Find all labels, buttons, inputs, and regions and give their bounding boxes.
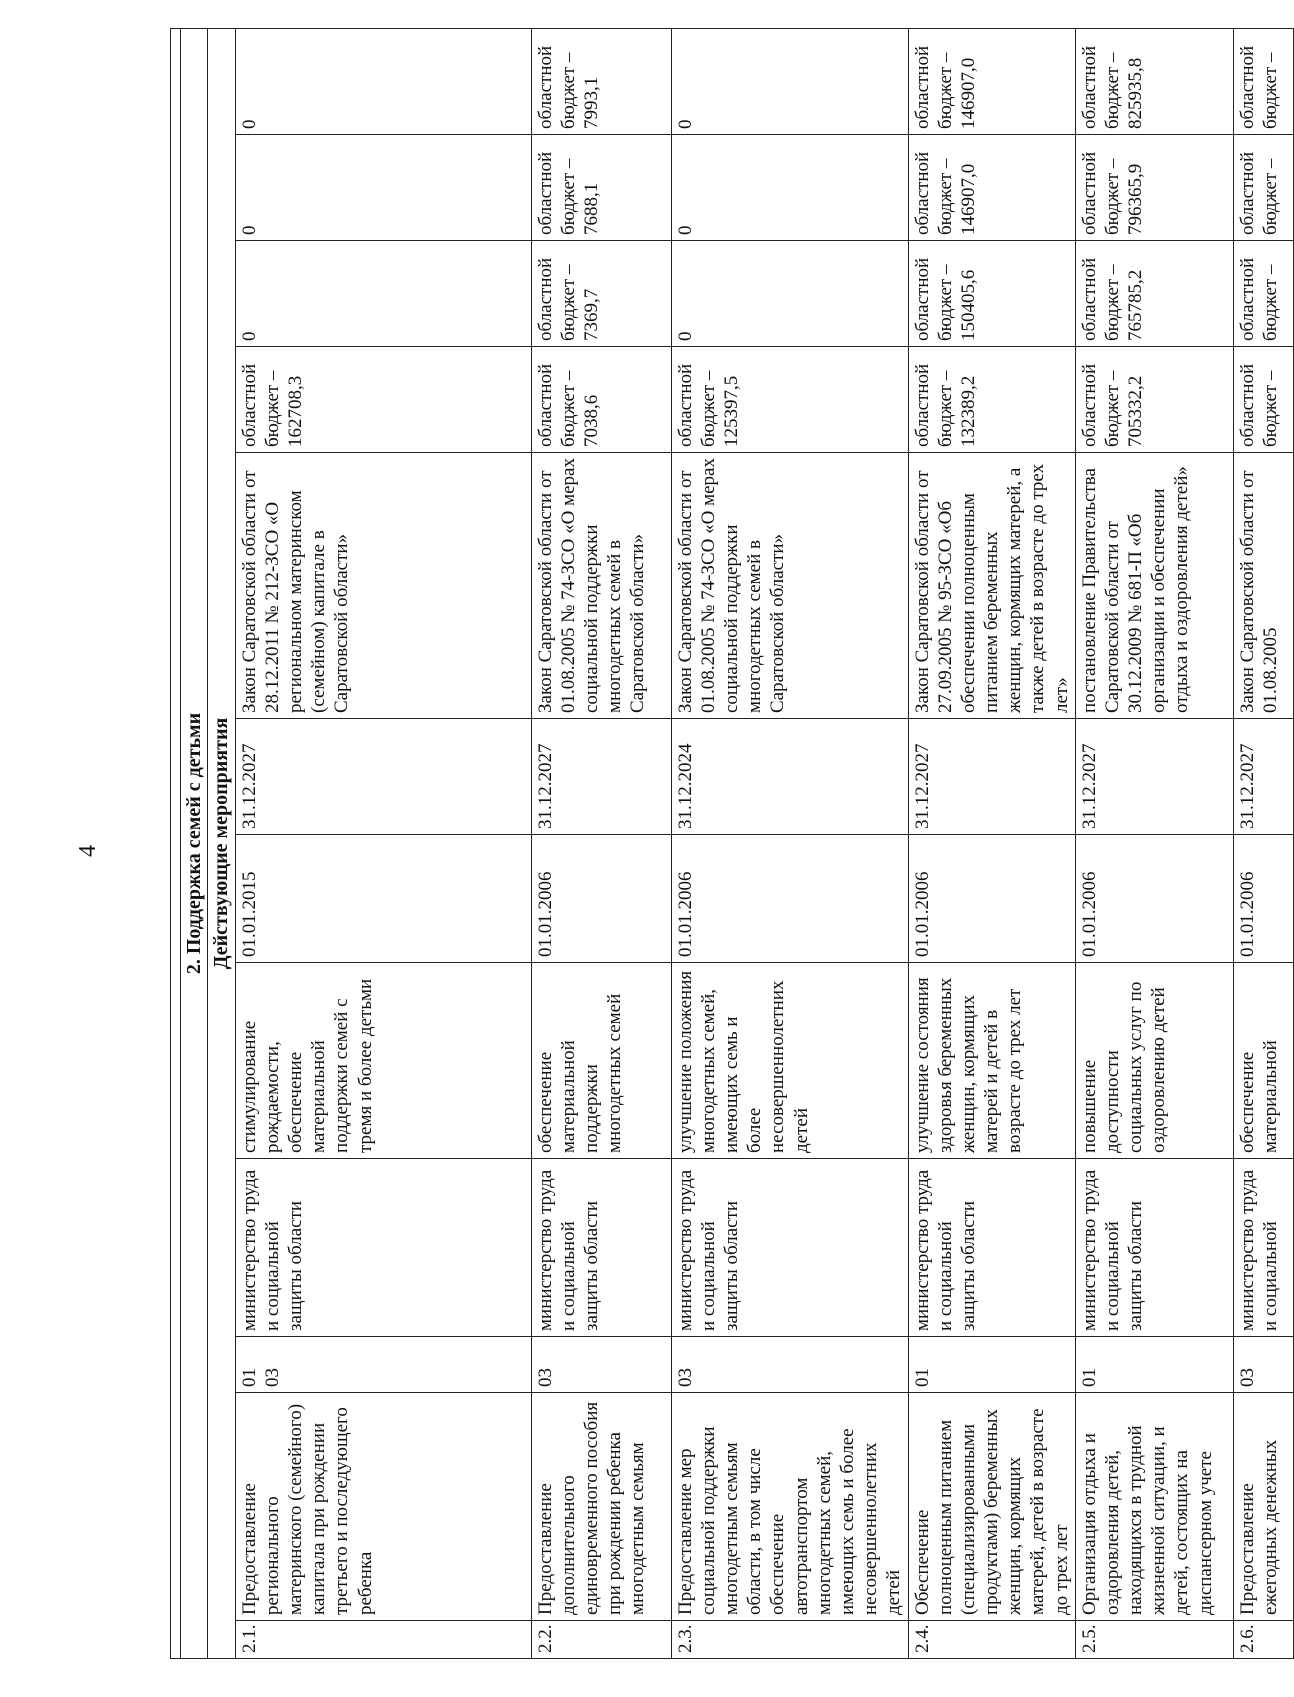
- section-title: 2. Поддержка семей с детьми: [181, 28, 208, 1658]
- end-date: 31.12.2024: [671, 719, 908, 835]
- funding-year-1: областной бюджет – 162708,3: [235, 347, 531, 453]
- row-number: 2.3.: [671, 1621, 908, 1659]
- funding-year-1: областной бюджет – 705332,2: [1075, 347, 1233, 453]
- start-date: 01.01.2015: [235, 835, 531, 963]
- funding-year-1: областной бюджет – 125397,5: [671, 347, 908, 453]
- table-row: [531, 28, 671, 1658]
- table-row: [1233, 28, 1293, 1658]
- executor: министерство труда и социальной: [1233, 1159, 1293, 1337]
- funding-year-3: 0: [671, 135, 908, 241]
- task-codes: 03: [531, 1337, 671, 1393]
- expected-result: улучшение положения многодетных семей, имеющих семь и более несовершеннолетних детей: [671, 963, 908, 1159]
- executor: министерство труда и социальной защиты области: [531, 1159, 671, 1337]
- measure-name: Предоставление ежегодных денежных: [1233, 1393, 1293, 1621]
- row-number: 2.4.: [908, 1621, 1075, 1659]
- row-number: 2.5.: [1075, 1621, 1233, 1659]
- legal-basis: Закон Саратовской области от 01.08.2005 № 74-ЗСО «О мерах социальной поддержки многодетных семей в Саратовской области»: [671, 453, 908, 719]
- table-row: [1075, 28, 1233, 1658]
- start-date: 01.01.2006: [531, 835, 671, 963]
- measure-name: Обеспечение полноценным питанием (специализированными продуктами) беременных женщин, кормящих матерей, детей в возрасте до трех лет: [908, 1393, 1075, 1621]
- row-number: 2.2.: [531, 1621, 671, 1659]
- task-codes: 01: [908, 1337, 1075, 1393]
- funding-year-3: 0: [235, 135, 531, 241]
- funding-year-1: областной бюджет –: [1233, 347, 1293, 453]
- start-date: 01.01.2006: [1075, 835, 1233, 963]
- executor: министерство труда и социальной защиты области: [671, 1159, 908, 1337]
- expected-result: стимулирование рождаемости, обеспечение материальной поддержки семей с тремя и более детьми: [235, 963, 531, 1159]
- table-row: [235, 28, 531, 1658]
- legal-basis: Закон Саратовской области от 27.09.2005 № 95-ЗСО «Об обеспечении полноценным питанием беременных женщин, кормящих матерей, а также детей в возрасте до трех лет»: [908, 453, 1075, 719]
- funding-year-4: областной бюджет – 146907,0: [908, 28, 1075, 134]
- funding-year-4: 0: [235, 28, 531, 134]
- table-top-strip: [171, 28, 181, 1658]
- end-date: 31.12.2027: [908, 719, 1075, 835]
- subsection-header-row: [208, 28, 235, 1658]
- row-number: 2.1.: [235, 1621, 531, 1659]
- executor: министерство труда и социальной защиты области: [235, 1159, 531, 1337]
- row-number: 2.6.: [1233, 1621, 1293, 1659]
- funding-year-4: областной бюджет – 825935,8: [1075, 28, 1233, 134]
- legal-basis: постановление Правительства Саратовской области от 30.12.2009 № 681-П «Об организации и обеспечении отдыха и оздоровления детей»: [1075, 453, 1233, 719]
- measure-name: Предоставление регионального материнского (семейного) капитала при рождении третьего и последующего ребенка: [235, 1393, 531, 1621]
- task-codes: 01: [1075, 1337, 1233, 1393]
- funding-year-2: областной бюджет – 7369,7: [531, 241, 671, 347]
- expected-result: обеспечение материальной поддержки многодетных семей: [531, 963, 671, 1159]
- table-row: [908, 28, 1075, 1658]
- task-codes: 03: [671, 1337, 908, 1393]
- funding-year-3: областной бюджет – 146907,0: [908, 135, 1075, 241]
- end-date: 31.12.2027: [1075, 719, 1233, 835]
- legal-basis: Закон Саратовской области от 28.12.2011 № 212-ЗСО «О региональном материнском (семейном) капитале в Саратовской области»: [235, 453, 531, 719]
- funding-year-1: областной бюджет – 7038,6: [531, 347, 671, 453]
- start-date: 01.01.2006: [1233, 835, 1293, 963]
- expected-result: улучшение состояния здоровья беременных женщин, кормящих матерей и детей в возрасте до трех лет: [908, 963, 1075, 1159]
- funding-year-4: областной бюджет – 7993,1: [531, 28, 671, 134]
- page-number: 4: [75, 845, 101, 857]
- task-codes: 03: [1233, 1337, 1293, 1393]
- task-codes: 01 03: [235, 1337, 531, 1393]
- measure-name: Предоставление дополнительного единовременного пособия при рождении ребенка многодетным семьям: [531, 1393, 671, 1621]
- measure-name: Предоставление мер социальной поддержки многодетным семьям области, в том числе обеспечение автотранспортом многодетных семей, имеющих семь и более несовершеннолетних детей: [671, 1393, 908, 1621]
- executor: министерство труда и социальной защиты области: [908, 1159, 1075, 1337]
- expected-result: обеспечение материальной: [1233, 963, 1293, 1159]
- legal-basis: Закон Саратовской области от 01.08.2005 № 74-ЗСО «О мерах социальной поддержки многодетных семей в Саратовской области»: [531, 453, 671, 719]
- funding-year-3: областной бюджет – 796365,9: [1075, 135, 1233, 241]
- funding-year-4: 0: [671, 28, 908, 134]
- start-date: 01.01.2006: [908, 835, 1075, 963]
- funding-year-3: областной бюджет –: [1233, 135, 1293, 241]
- subsection-title: Действующие мероприятия: [208, 28, 235, 1658]
- top-strip-cell: [171, 28, 181, 1658]
- end-date: 31.12.2027: [531, 719, 671, 835]
- legal-basis: Закон Саратовской области от 01.08.2005: [1233, 453, 1293, 719]
- funding-year-4: областной бюджет –: [1233, 28, 1293, 134]
- measure-name: Организация отдыха и оздоровления детей, находящихся в трудной жизненной ситуации, и детей, состоящих на диспансерном учете: [1075, 1393, 1233, 1621]
- funding-year-2: областной бюджет – 765785,2: [1075, 241, 1233, 347]
- funding-year-3: областной бюджет – 7688,1: [531, 135, 671, 241]
- expected-result: повышение доступности социальных услуг по оздоровлению детей: [1075, 963, 1233, 1159]
- funding-year-2: областной бюджет –: [1233, 241, 1293, 347]
- funding-year-1: областной бюджет – 132389,2: [908, 347, 1075, 453]
- section-header-row: [181, 28, 208, 1658]
- table-row: [671, 28, 908, 1658]
- end-date: 31.12.2027: [235, 719, 531, 835]
- funding-year-2: 0: [235, 241, 531, 347]
- end-date: 31.12.2027: [1233, 719, 1293, 835]
- measures-table: [170, 28, 1294, 1659]
- executor: министерство труда и социальной защиты области: [1075, 1159, 1233, 1337]
- funding-year-2: 0: [671, 241, 908, 347]
- start-date: 01.01.2006: [671, 835, 908, 963]
- funding-year-2: областной бюджет – 150405,6: [908, 241, 1075, 347]
